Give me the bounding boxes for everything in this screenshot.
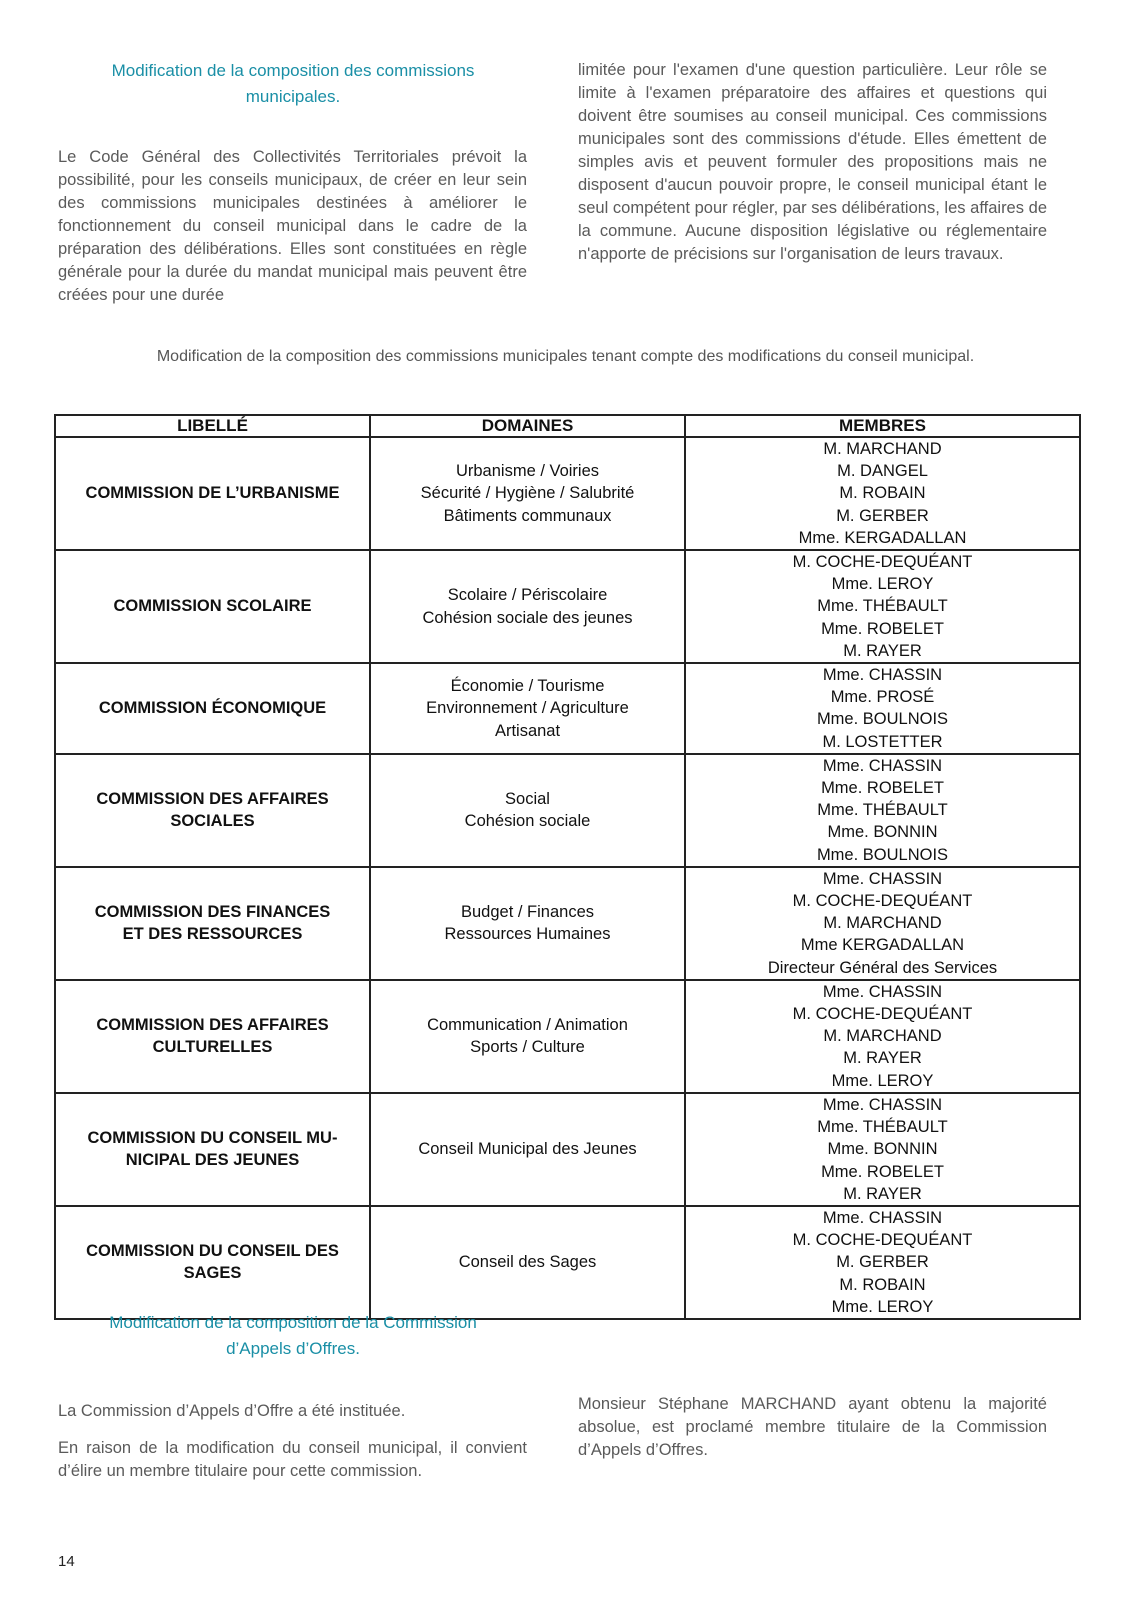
membres-line: Mme. BONNIN [827, 1140, 938, 1159]
domaines-cell [370, 437, 685, 550]
header-domaines: DOMAINES [370, 415, 685, 437]
membres-line: Mme. ROBELET [821, 619, 944, 638]
membres-line: M. RAYER [843, 1184, 922, 1203]
domaines-cell [370, 754, 685, 867]
libelle-line: COMMISSION DES AFFAIRES [96, 1015, 329, 1034]
libelle-line: COMMISSION ÉCONOMIQUE [98, 699, 327, 718]
domaines-line: Artisanat [494, 721, 561, 740]
membres-line: Mme. ROBELET [821, 779, 944, 798]
libelle-line: COMMISSION SCOLAIRE [113, 597, 312, 616]
table-row [55, 437, 1080, 550]
domaines-line: Environnement / Agriculture [426, 699, 629, 718]
section2-right-paragraph: Monsieur Stéphane MARCHAND ayant obtenu la majorité absolue, est proclamé membre titulaire de la Commission d’Appels d’Offres. [578, 1395, 1047, 1459]
domaines-cell [370, 550, 685, 663]
domaines-line: Cohésion sociale [464, 812, 591, 831]
domaines-line: Conseil Municipal des Jeunes [418, 1140, 637, 1159]
section2-title-line-2: d’Appels d’Offres. [226, 1339, 360, 1358]
membres-line: M. MARCHAND [823, 914, 942, 933]
libelle-cell [55, 980, 370, 1093]
section2-title [58, 1310, 528, 1362]
membres-line: Mme. CHASSIN [822, 1095, 943, 1114]
libelle-cell [55, 754, 370, 867]
membres-line: Directeur Général des Services [767, 958, 998, 977]
membres-cell [685, 1206, 1080, 1319]
membres-line: Mme. LEROY [831, 575, 934, 594]
domaines-cell [370, 663, 685, 754]
domaines-cell [370, 867, 685, 980]
table-row [55, 1093, 1080, 1206]
section1-title-line-1: Modification de la composition des commissions [111, 61, 475, 80]
domaines-line: Économie / Tourisme [450, 676, 605, 695]
domaines-line: Sports / Culture [470, 1038, 585, 1057]
table-row [55, 1206, 1080, 1319]
membres-line: M. GERBER [836, 506, 929, 525]
membres-line: M. DANGEL [837, 462, 928, 481]
libelle-line: CULTURELLES [152, 1038, 273, 1057]
membres-line: M. RAYER [843, 641, 922, 660]
membres-line: Mme. BONNIN [827, 823, 938, 842]
membres-line: Mme. LEROY [831, 1297, 934, 1316]
section1-title [58, 58, 528, 110]
libelle-line: COMMISSION DU CONSEIL MU- [87, 1128, 338, 1147]
section2-left-paragraph-1: La Commission d’Appels d’Offre a été instituée. [58, 1402, 406, 1420]
domaines-cell [370, 980, 685, 1093]
libelle-cell [55, 867, 370, 980]
libelle-cell [55, 1093, 370, 1206]
libelle-line: COMMISSION DE L’URBANISME [85, 484, 340, 503]
domaines-line: Urbanisme / Voiries [455, 461, 600, 480]
section2-left-paragraph-2: En raison de la modification du conseil municipal, il convient d’élire un membre titulaire pour cette commission. [58, 1439, 527, 1480]
membres-cell [685, 867, 1080, 980]
commissions-table [54, 414, 1081, 1320]
membres-line: Mme. ROBELET [821, 1162, 944, 1181]
table-row [55, 980, 1080, 1093]
membres-line: M. ROBAIN [839, 1275, 926, 1294]
table-row [55, 754, 1080, 867]
membres-line: Mme. CHASSIN [822, 982, 943, 1001]
membres-cell [685, 437, 1080, 550]
section1-title-line-2: municipales. [245, 87, 341, 106]
membres-line: M. COCHE-DEQUÉANT [792, 1231, 973, 1250]
membres-line: Mme KERGADALLAN [800, 936, 965, 955]
membres-line: M. MARCHAND [823, 1027, 942, 1046]
table-body [55, 437, 1080, 1319]
membres-line: M. MARCHAND [823, 440, 942, 458]
membres-line: M. RAYER [843, 1049, 922, 1068]
section2-title-line-1: Modification de la composition de la Commission [109, 1313, 477, 1332]
domaines-line: Budget / Finances [461, 902, 594, 921]
domaines-line: Cohésion sociale des jeunes [422, 608, 633, 627]
header-membres: MEMBRES [685, 415, 1080, 437]
membres-line: Mme. THÉBAULT [817, 1118, 948, 1137]
libelle-cell [55, 663, 370, 754]
membres-line: Mme. CHASSIN [822, 666, 943, 685]
membres-line: Mme. LEROY [831, 1071, 934, 1090]
membres-line: Mme. KERGADALLAN [798, 528, 967, 547]
membres-cell [685, 550, 1080, 663]
membres-cell [685, 980, 1080, 1093]
table-row [55, 867, 1080, 980]
libelle-line: COMMISSION DES FINANCES [94, 902, 331, 921]
libelle-line: NICIPAL DES JEUNES [125, 1151, 300, 1170]
membres-line: Mme. BOULNOIS [816, 710, 949, 729]
membres-line: M. GERBER [836, 1253, 929, 1272]
section1-left-paragraph: Le Code Général des Collectivités Territoriales prévoit la possibilité, pour les conseils municipaux, de créer en leur sein des commissions municipales destinées à améliorer le fonctionnement du conseil municipal dans le cadre de la préparation des délibérations. Elles sont constituées en règle générale pour la durée du mandat municipal mais peuvent être créées pour une durée [58, 148, 527, 304]
membres-line: Mme. PROSÉ [830, 688, 935, 707]
membres-line: Mme. CHASSIN [822, 1208, 943, 1227]
page-number: 14 [58, 1553, 75, 1570]
domaines-line: Bâtiments communaux [443, 506, 612, 525]
domaines-line: Scolaire / Périscolaire [447, 586, 608, 605]
domaines-line: Social [505, 789, 550, 808]
domaines-line: Communication / Animation [427, 1015, 628, 1034]
libelle-line: ET DES RESSOURCES [122, 925, 303, 944]
membres-line: M. COCHE-DEQUÉANT [792, 1005, 973, 1024]
libelle-cell [55, 1206, 370, 1319]
membres-line: M. COCHE-DEQUÉANT [792, 553, 973, 572]
membres-line: Mme. BOULNOIS [816, 845, 949, 864]
table-row [55, 550, 1080, 663]
domaines-line: Conseil des Sages [458, 1253, 597, 1272]
libelle-line: SOCIALES [170, 812, 255, 831]
membres-cell [685, 754, 1080, 867]
libelle-cell [55, 550, 370, 663]
table-row [55, 663, 1080, 754]
libelle-line: COMMISSION DU CONSEIL DES [86, 1241, 339, 1260]
section1-right-paragraph: limitée pour l'examen d'une question particulière. Leur rôle se limite à l'examen préparatoire des affaires et questions qui doivent être soumises au conseil municipal. Ces commissions municipales sont des commissions d'étude. Elles émettent de simples avis et peuvent formuler des propositions mais ne disposent d'aucun pouvoir propre, le conseil municipal étant le seul compétent pour régler, par ses délibérations, les affaires de la commune. Aucune disposition législative ou réglementaire n'apporte de précisions sur l'organisation de leurs travaux. [578, 61, 1047, 263]
libelle-line: COMMISSION DES AFFAIRES [96, 789, 329, 808]
libelle-line: SAGES [183, 1264, 242, 1283]
libelle-cell [55, 437, 370, 550]
domaines-cell [370, 1093, 685, 1206]
membres-line: Mme. THÉBAULT [817, 597, 948, 616]
table-header-row [55, 415, 1080, 437]
header-libelle: LIBELLÉ [55, 415, 370, 437]
membres-line: Mme. CHASSIN [822, 756, 943, 775]
membres-cell [685, 1093, 1080, 1206]
domaines-line: Ressources Humaines [444, 925, 611, 944]
table-caption: Modification de la composition des commissions municipales tenant compte des modifications du conseil municipal. [156, 348, 975, 365]
membres-line: M. LOSTETTER [822, 732, 943, 751]
membres-line: M. COCHE-DEQUÉANT [792, 892, 973, 911]
membres-cell [685, 663, 1080, 754]
domaines-cell [370, 1206, 685, 1319]
domaines-line: Sécurité / Hygiène / Salubrité [420, 484, 635, 503]
membres-line: Mme. THÉBAULT [817, 801, 948, 820]
membres-line: Mme. CHASSIN [822, 869, 943, 888]
membres-line: M. ROBAIN [839, 484, 926, 503]
